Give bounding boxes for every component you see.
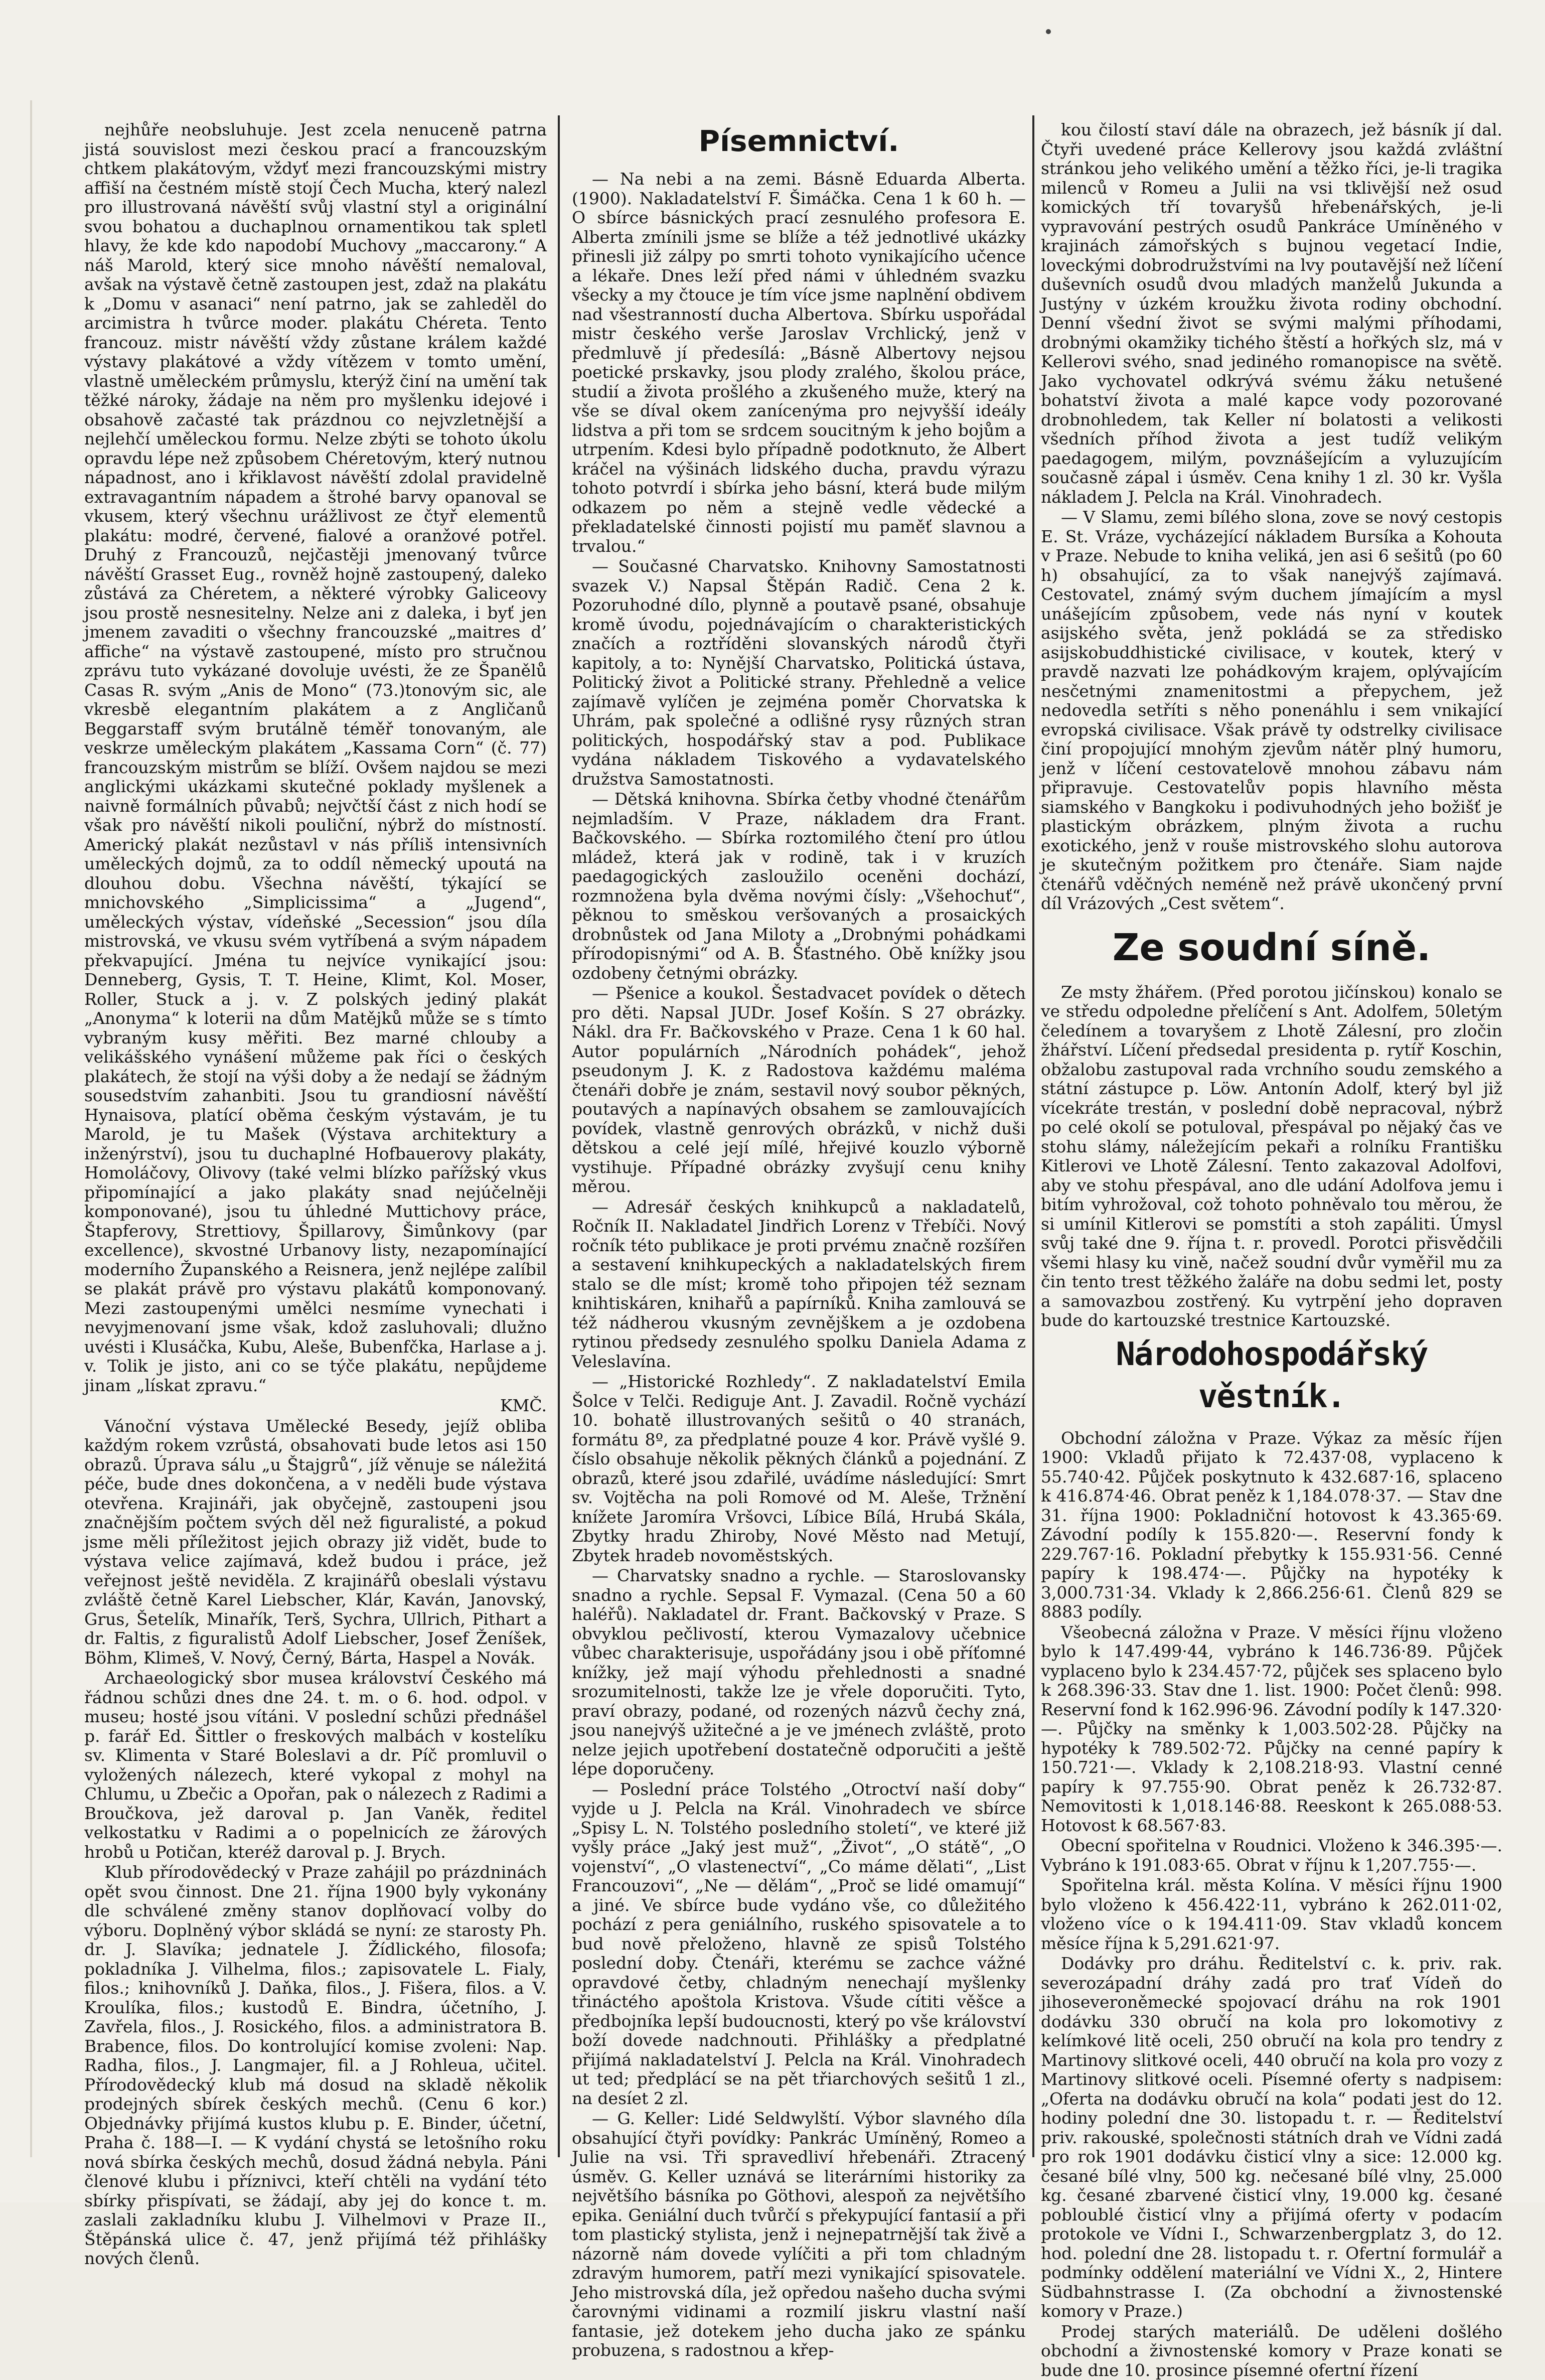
column-2 [572,120,1026,2162]
article-christmas-exhibition: Vánoční výstava Umělecké Besedy, jejíž obliba každým rokem vzrůstá, obsahovati bude letos asi 150 obrazů. Úprava sálu „u Štajgrů“, jíž věnuje se náležitá péče, bude dnes dokončena, a v neděli bude výstava otevřena. Krajináři, jak obyčejně, zastoupeni jsou značnějším počtem svých děl než figuralisté, a pokud jsme měli příležitost jejich obrazy již vidět, bude to výstava velice zajímavá, kdež budou i práce, jež veřejnost ještě neviděla. Z krajinářů obeslali výstavu zvláště četně Karel Liebscher, Klár, Kaván, Janovský, Grus, Šetelík, Minařík, Terš, Sychra, Ullrich, Pithart a dr. Faltis, z figuralistů Adolf Liebscher, Josef Ženíšek, Böhm, Klimeš, V. Nový, Černý, Bárta, Haspel a Novák. [84,1417,547,1668]
economy-item: Všeobecná záložna v Praze. V měsíci říjnu vloženo bylo k 147.499·44, vybráno k 146.736·89. Půjček vyplaceno bylo k 234.457·72, půjček ses splaceno bylo k 268.396·33. Stav dne 1. list. 1900: Počet členů: 998. Reservní fond k 162.996·96. Závodní podíly k 147.320·—. Půjčky na směnky k 1,003.502·28. Půjčky na hypotéky k 789.502·72. Půjčky na cenné papíry k 150.721·—. Vklady k 2,108.218·93. Vlastní cenné papíry k 97.755·90. Obrat peněz k 26.732·87. Nemovitosti k 1,018.146·88. Reeskont k 265.088·53. Hotovost k 68.567·83. [1041,1623,1502,1836]
column-1 [84,120,547,2162]
article-signature: KMČ. [84,1396,547,1416]
court-report: Ze msty žhářem. (Před porotou jičínskou) konalo se ve středu odpoledne přelíčení s Ant. Adolfem, 50letým čeledínem a tovaryšem z Lhotě Zálesní, pro zločin žhářství. Líčení předsedal presidenta p. rytíř Koschin, obžalobu zastupoval rada vrchního soudu zemského a státní zástupce p. Löw. Antonín Adolf, který byl již vícekráte trestán, v poslední době nepracoval, nýbrž po celé okolí se potuloval, přespával po nějaký čas ve stohu slámy, náležejícím pekaři a rolníku Františku Kitlerovi ve Lhotě Zálesní. Tento zakazoval Adolfovi, aby ve stohu přespával, ano dle udání Adolfova jemu i bitím vyhrožoval, což tohoto pohněvalo tou měrou, že si umínil Kitlerovi se pomstíti a stoh zapáliti. Úmysl svůj také dne 9. října t. r. provedl. Porotci přisvědčili všemi hlasy ku vině, načež soudní dvůr vyměřil mu za čin tento trest těžkého žaláře na dobu sedmi let, posty a samovazbou zostřený. Ku vytrpění jeho dopraven bude do kartouzské trestnice Kartouzské. [1041,983,1502,1330]
review-bookseller-directory: — Adresář českých knihkupců a nakladatelů, Ročník II. Nakladatel Jindřich Lorenz v Třebíči. Nový ročník této publikace je proti prvému značně rozšířen a sestavení knihkupeckých a nakladatelských firem stalo se dle míst; kromě toho připojen též seznam knihtiskáren, knihařů a papírníků. Kniha zamlouvá se též nádherou vkusným zevnějškem a je ozdobena rytinou předsedy zesnulého spolku Daniela Adama z Veleslavína. [572,1198,1026,1372]
column-divider [1032,115,1034,2157]
review-wheat-and-cockle: — Pšenice a koukol. Šestadvacet povídek o dětech pro děti. Napsal JUDr. Josef Košín. S 27 obrázky. Nákl. dra Fr. Bačkovského v Praze. Cena 1 k 60 hal. Autor populárních „Národních pohádek“, jehož pseudonym J. K. z Radostova každému maléma čtenáři dobře je znám, sestavil nový soubor pěkných, poutavých a napínavých obsahem se zamlouvajících povídek, vlastně genrových obrázků, v nichž duši dětskou a celé její mílé, hřejivé kouzlo výborně vystihuje. Případné obrázky zvyšují cenu knihy měrou. [572,984,1026,1197]
column-divider [558,115,560,2157]
review-historical-review: — „Historické Rozhledy“. Z nakladatelství Emila Šolce v Telči. Rediguje Ant. J. Zavadil. Ročně vychází 10. bohatě illustrovaných sešitů o 40 stranách, formátu 8º, za předplatné pouze 4 kor. Právě vyšlé 9. číslo obsahuje několik pěkných článků a pojednání. Z obrazů, které jsou zdařilé, uvádíme následující: Smrt sv. Vojtěcha na poli Romové od M. Aleše, Tržnění knížete Jaromíra Vršovci, Líbice Bílá, Hrubá Skála, Zbytky hradu Zhiroby, Nové Město nad Metují, Zbytek hradeb novoměstských. [572,1372,1026,1565]
economy-item: Dodávky pro dráhu. Ředitelství c. k. priv. rak. severozápadní dráhy zadá pro trať Vídeň do jihoseveroněmecké spojovací dráhu na rok 1901 dodávku 330 obručí na kola pro lokomotivy z kelímkové litě oceli, 250 obručí na kola pro tendry z Martinovy slitkové oceli, 440 obručí na kola pro vozy z Martinovy slitkové oceli. Písemné oferty s nadpisem: „Oferta na dodávku obručí na kola“ podati jest do 12. hodiny polední dne 30. listopadu t. r. — Ředitelství priv. rakouské, společnosti státních drah ve Vídni zadá pro rok 1901 dodávku čisticí vlny a sice: 12.000 kg. česané bílé vlny, 500 kg. nečesané bílé vlny, 25.000 kg. česané zbarvené čisticí vlny, 19.000 kg. česané pobloublé čisticí vlny a přijímá oferty v podacím protokole ve Vídni I., Schwarzenbergplatz 3, do 12. hod. polední dne 28. listopadu t. r. Ofertní formulář a podmínky oddělení materiální ve Vídni X., 2, Hintere Südbahnstrasse I. (Za obchodní a živnostenské komory v Praze.) [1041,1954,1502,2321]
review-keller: — G. Keller: Lidé Seldwylští. Výbor slavného díla obsahující čtyři povídky: Pankrác Umíněný, Romeo a Julie na vsi. Tři spravedliví hřebenáři. Ztracený úsměv. G. Keller uznává se literárními historiky za největšího básníka po Göthovi, alespoň za největšího epika. Geniální duch tvůrčí s překypující fantasií a při tom plastický stylista, jenž i nejnepatrnější tak živě a názorně nám dovede vylíčiti a při tom chladným zdravým humorem, patří mezi vynikající spisovatele. Jeho mistrovská díla, jež opředou našeho ducha svými čarovnými vidinami a rozmilí jiskru vlastní naší fantasie, jež dotekem jeho ducha jako ze spánku probuzena, s radostnou a křep- [572,2109,1026,2360]
review-language-books: — Charvatsky snadno a rychle. — Staroslovansky snadno a rychle. Sepsal F. Vymazal. (Cena 50 a 60 haléřů). Nakladatel dr. Frant. Bačkovský v Praze. S obvyklou pečlivostí, kterou Vymazalovy učebnice vůbec charakterisuje, uspořádány jsou i obě příťomné knížky, jež mají výhodu přehlednosti a snadné srozumitelnosti, takže lze je vřele doporučiti. Tyto, praví obrazy, podané, od rozených názvů čechy zná, jsou nanejvýš užitečné a je ve jménech zvláště, proto nelze jejich upotřebení dostatečně odporučiti a ještě lépe doporučeny. [572,1566,1026,1779]
economy-item: Obchodní záložna v Praze. Výkaz za měsíc říjen 1900: Vkladů přijato k 72.437·08, vyplaceno k 55.740·42. Půjček poskytnuto k 432.687·16, splaceno k 416.874·46. Obrat peněz k 1,184.078·37. — Stav dne 31. října 1900: Pokladniční hotovost k 43.365·69. Závodní podíly k 155.820·—. Reservní fondy k 229.767·16. Pokladní přebytky k 155.931·56. Cenné papíry k 198.474·—. Půjčky na hypotéky k 3,000.731·34. Vklady k 2,866.256·61. Členů 829 se 8883 podíly. [1041,1429,1502,1622]
economy-item: Obecní spořitelna v Roudnici. Vloženo k 346.395·—. Vybráno k 191.083·65. Obrat v říjnu k 1,207.755·—. [1041,1836,1502,1875]
review-childrens-library: — Dětská knihovna. Sbírka četby vhodné čtenářům nejmladším. V Praze, nákladem dra Frant. Bačkovského. — Sbírka roztomilého čtení pro útlou mládež, která jak v rodině, tak i v kruzích paedagogických zasloužilo oceněni dochází, rozmnožena byla dvěma novými čísly: „Všehochuť“, pěknou to směskou veršovaných a prosaických drobnůstek od Jana Miloty a „Drobnými pohádkami přírodopisnými“ od A. B. Šťastného. Obě knížky jsou ozdobeny četnými obrázky. [572,790,1026,983]
review-albert: — Na nebi a na zemi. Básně Eduarda Alberta. (1900). Nakladatelství F. Šimáčka. Cena 1 k 60 h. — O sbírce básnických prací zesnulého profesora E. Alberta zmínili jsme se blíže a též jednotlivé ukázky přinesli již zálpy po smrti tohoto vynikajícího učence a lékaře. Dnes leží před námi v úhledném svazku všecky a my čtouce je tím více jsme naplnění obdivem nad všestranností ducha Albertova. Sbírku uspořádal mistr českého verše Jaroslav Vrchlický, jenž v předmluvě jí předesílá: „Básně Albertovy nejsou poetické prskavky, jsou plody zralého, školou práce, studií a života prošlého a zkušeného muže, který na vše se díval okem zanícenýma pro nejvyšší ideály lidstva a při tom se srdcem soucitným k jeho bojům a utrpením. Kdesi bylo případně podotknuto, že Albert kráčel na výšinách lidského ducha, pravdu výrazu tohoto potvrdí i sbírka jeho básní, která bude milým odkazem po něm a stejně vedle vědecké a překladatelské činnosti pojistí mu paměť slavnou a trvalou.“ [572,170,1026,556]
section-heading-economy: Národohospodářský věstník. [1041,1333,1502,1418]
review-keller-continued: kou čilostí staví dále na obrazech, jež básník jí dal. Čtyři uvedené práce Kellerovy jsou každá zvláštní stránkou jeho velikého umění a těžko říci, je-li tragika milenců v Romeu a Julii na vsi tklivější než osud komických tří tovaryšů hřebenářských, je-li vypravování pestrých osudů Pankráce Umíněného v krajinách zámořských s bujnou vegetací Indie, loveckými dobrodružstvími na lvy poutavější než líčení duševních osudů dvou mladých manželů Jukunda a Justýny v úzkém kroužku života rodiny obchodní. Denní všední život se svými malými příhodami, drobnými okamžiky tichého štěstí a hořkých slz, má v Kellerovi svého, snad jediného romanopisce na světě. Jako vychovatel odkrývá svému žáku netušené bohatství života a malé kapce vody pozorované drobnohledem, tak Keller ní bolatosti a velikosti všedních příhod života a jest tudíž velikým paedagogem, milým, povznášejícím a vyluzujícím současně zápal i úsměv. Cena knihy 1 zl. 30 kr. Vyšla nákladem J. Pelcla na Král. Vinohradech. [1041,120,1502,507]
review-siam: — V Slamu, zemi bílého slona, zove se nový cestopis E. St. Vráze, vycházející nákladem Bursíka a Kohouta v Praze. Nebude to kniha veliká, jen asi 6 sešitů (po 60 h) obsahující, za to však nanejvýš zajímavá. Cestovatel, známý svým duchem jímajícím a mysl unášejícím způsobem, vede nás nyní v koutek asijského světa, jenž pokládá se za středisko asijskobuddhistické civilisace, v koutek, který v pravdě nazvati lze pohádkovým krajem, oplývajícím nesčetnými znamenitostmi a přepychem, jež nedovedla setříti s něho ponenáhlu i sem vnikající evropská civilisace. Však právě ty odstrelky civilisace činí propojující mnohým zjevům nátěr plný humoru, jenž v líčení cestovatelově mnohou zábavu nám připravuje. Cestovatelův popis hlavního města siamského v Bangkoku i podivuhodných jeho božišť je plastickým obrázkem, plným života a ruchu exotického, jenž v rouše mistrovského slohu autorova je skutečným požitkem pro čtenáře. Siam najde čtenářů vděčných neméně než právě ukončený první díl Vrázových „Cest světem“. [1041,508,1502,914]
review-croatia: — Současné Charvatsko. Knihovny Samostatnosti svazek V.) Napsal Štěpán Radič. Cena 2 k. Pozoruhodné dílo, plynně a poutavě psané, obsahuje kromě úvodu, pojednávajícím o charakteristických značích a roztříděni slovanských národů čtyři kapitoly, a to: Nynější Charvatsko, Politická ústava, Politický život a Politické strany. Přehledně a velice zajímavě vylíčen je zejména poměr Chorvatska k Uhrám, pak společné a odlišné rysy různých stran politických, hospodářský stav a pod. Publikace vydána nákladem Tiskového a vydavatelského družstva Samostatnosti. [572,557,1026,789]
page-fold [30,100,32,2157]
article-natural-science-club: Klub přírodovědecký v Praze zahájil po prázdninách opět svou činnost. Dne 21. října 1900 byly vykonány dle schválené změny stanov doplňovací volby do výboru. Doplněný výbor skládá se nyní: ze starosty Ph. dr. J. Slavíka; jednatele J. Žídlického, filosofa; pokladníka J. Vilhelma, filos.; zapisovatele L. Fialy, filos.; knihovníků J. Daňka, filos., J. Fišera, filos. a V. Kroulíka, filos.; kustodů E. Bindra, účetního, J. Zavřela, filos., J. Rosického, filos. a administratora B. Brabence, filos. Do kontrolující komise zvoleni: Nap. Radha, filos., J. Langmajer, fil. a J Rohleua, učitel. Přírodovědecký klub má dosud na skladě několik prodejných sbírek českých mechů. (Cenu 6 kor.) Objednávky přijímá kustos klubu p. E. Binder, účetní, Praha č. 188—I. — K vydání chystá se letošního roku nová sbírka českých mechů, dosud žádná nebyla. Páni členové klubu i příznivci, kteří chtěli na vydání této sbírky přispívati, se žádají, aby jej do konce t. m. zaslali zakladníku klubu J. Vilhelmovi v Praze II., Štěpánská ulice č. 47, jenž přijímá též přihlášky nových členů. [84,1863,547,2269]
economy-item: Spořitelna král. města Kolína. V měsíci říjnu 1900 bylo vloženo k 456.422·11, vybráno k 262.011·02, vloženo více o k 194.411·09. Stav vkladů koncem měsíce října k 5,291.621·97. [1041,1876,1502,1953]
section-heading-literature: Písemnictví. [572,123,1026,159]
section-heading-court: Ze soudní síně. [1041,924,1502,972]
review-tolstoy: — Poslední práce Tolstého „Otroctví naší doby“ vyjde u J. Pelcla na Král. Vinohradech ve sbírce „Spisy L. N. Tolstého posledního století“, ve které již vyšly práce „Jaký jest muž“, „Život“, „O státě“, „O vojenství“, „O vlastenectví“, „Co máme dělati“, „List Francouzovi“, „Ne — dělám“, „Proč se lidé omamují“ a jiné. Ve sbírce bude vydáno vše, co důležitého pochází z pera geniálního, ruského spisovatele a to bud nově přeloženo, hlavně ze spisů Tolstého poslední doby. Čtenáři, kterému se zachce vážné opravdové četby, chladným nenechají myšlenky třináctého apoštola Kristova. Všude cítiti věšce a předbojníka lepší budoucnosti, který po vše království boží dovede nadchnouti. Přihlášky a předplatné přijímá nakladatelství J. Pelcla na Král. Vinohradech ut ted; předplácí se na pět třiarchových sešitů 1 zl., na desíet 2 zl. [572,1780,1026,2109]
article-archaeology: Archaeologický sbor musea království Českého má řádnou schůzi dnes dne 24. t. m. o 6. hod. odpol. v museu; hosté jsou vítáni. V poslední schůzi přednášel p. farář Ed. Šittler o freskových malbách v kostelíku sv. Klimenta v Staré Boleslavi a dr. Píč promluvil o vyložených nálezech, které vykopal z mohyl na Chlumu, u Zbečic a Opořan, pak o nálezech z Radimi a Broučkova, jež daroval p. Jan Vaněk, ředitel velkostatku v Radimi a o popelnicích ze žárových hrobů u Potičan, kteréž daroval p. J. Brych. [84,1669,547,1862]
article-posters: nejhůře neobsluhuje. Jest zcela nenuceně patrna jistá souvislost mezi českou prací a francouzským chtkem plakátovým, vždyť mezi francouzskými mistry affiší na čestném místě stojí Čech Mucha, který nalezl pro illustrovaná návěští svůj vlastní styl a originální svou bohatou a duchaplnou ornamentikou tak spletl hlavy, že kde kdo napodobí Muchovy „maccarony.“ A náš Marold, který sice mnoho návěští nemaloval, avšak na výstavě četně zastoupen jest, zdaž na plakátu k „Domu v asanaci“ není patrno, jak se zahleděl do arcimistra h tvůrce moder. plakátu Chéreta. Tento francouz. mistr návěští vždy zůstane králem každé výstavy plakátové a vždy vítězem v tomto umění, vlastně uměleckém průmyslu, kterýž činí na umění tak těžké nároky, žádaje na něm pro myšlenku idejové i obsahově začasté tak prázdnou co nejvzletnější a nejlehčí uměleckou formu. Nelze zbýti se tohoto úkolu opravdu lépe než způsobem Chéretovým, který nutnou nápadnost, ano i křiklavost návěští zdolal pravidelně extravagantním nápadem a štrohé barvy opanoval se vkusem, který všechnu urážlivost ze čtyř elementů plakátu: modré, červené, fialové a oranžové potřel. Druhý z Francouzů, nejčastěji jmenovaný tvůrce návěští Grasset Eug., rovněž hojně zastoupený, daleko zůstává za Chéretem, a některé výrobky Galiceovy jsou prostě nesnesitelny. Nelze ani z daleka, i byť jen jmenem zavaditi o všechny francouzské „maitres d’ affiche“ na výstavě zastoupené, místo pro stručnou zprávu tuto vykázané dovoluje uvésti, že ze Španělů Casas R. svým „Anis de Mono“ (73.)tonovým sic, ale vkresbě elegantním plakátem a z Angličanů Beggarstaff svým brutálně téměř tonovaným, ale veskrze uměleckým plakátem „Kassama Corn“ (č. 77) francouzským mistrům se blíží. Ovšem najdou se mezi anglickými ukázkami skutečné poklady myšlenek a naivně formálních půvabů; nejvčtší část z nich hodí se však pro návěští nikoli pouliční, nýbrž do místností. Americký plakát nezůstavl v nás příliš intensivních uměleckých dojmů, za to oddíl německý upoutá na dlouhou dobu. Všechna návěští, týkající se mnichovského „Simplicissima“ a „Jugend“, uměleckých výstav, vídeňské „Secession“ jsou díla mistrovská, ve vkusu svém vytříbená a svým nápadem překvapující. Jména tu nejvíce vynikající jsou: Denneberg, Gysis, T. T. Heine, Klimt, Kol. Moser, Roller, Stuck a j. v. Z polských jediný plakát „Anonyma“ k loterii na dům Matějků může se s tímto vybraným kusy měřiti. Bez marné chlouby a velikášského vynášení můžeme pak říci o českých plakátech, že stojí na výši doby a že nedají se žádným sousedstvím zahanbiti. Jsou tu grandiosní návěští Hynaisova, platící oběma českým výstavám, je tu Marold, je tu Mašek (Výstava architektury a inženýrství), jsou tu duchaplné Hofbauerovy plakáty, Homoláčovy, Olivovy (také velmi blízko pařížský vkus připomínající a jako plakáty snad nejúčelněji komponované), jsou tu úhledné Muttichovy práce, Štapferovy, Strettiovy, Špillarovy, Šimůnkovy (par excellence), skvostné Urbanovy listy, nezapomínající moderního Županského a Reisnera, jenž nejlépe zalíbil se plakát právě pro výstavu plakátů komponovaný. Mezi zastoupenými umělci nesmíme vynechati i nevyjmenovaní jsme však, kdož zasluhovali; dlužno uvésti i Klusáčka, Kubu, Aleše, Bubenfčka, Harlase a j. v. Tolik je jisto, ani co se týče plakátu, nepůjdeme jinam „lískat zpravu.“ [84,120,547,1395]
column-3 [1041,120,1502,2162]
economy-item: Prodej starých materiálů. De uděleni došlého obchodní a živnostenské komory v Praze konati se bude dne 10. prosince písemné ofertní řízení [1041,2322,1502,2380]
print-mark [1046,29,1051,34]
